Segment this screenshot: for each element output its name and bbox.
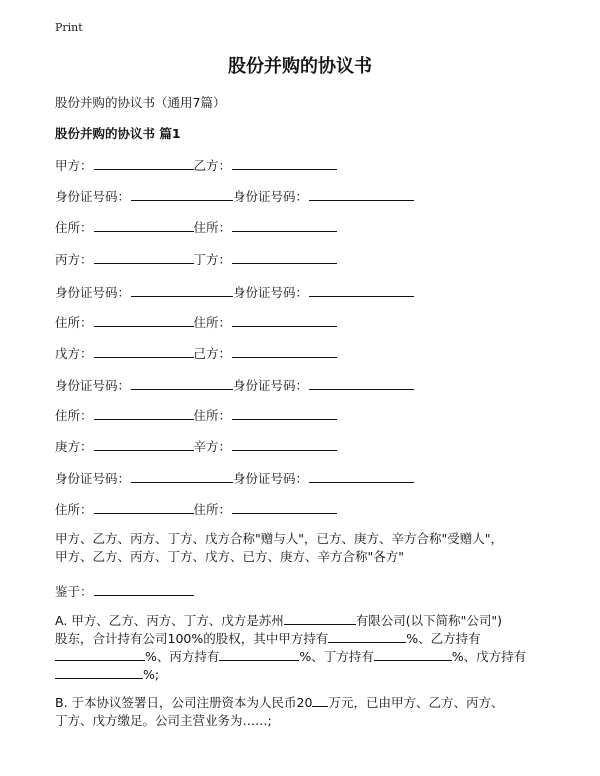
clause-a-text: %、丁方持有: [299, 649, 374, 664]
share-blank: [55, 666, 143, 679]
id-label: 身份证号码：: [233, 285, 309, 300]
address-label: 住所：: [193, 220, 232, 235]
party-f-blank: [232, 345, 337, 358]
clause-a: [55, 612, 555, 684]
clause-b-text: B. 于本协议签署日，公司注册资本为人民币20: [55, 695, 313, 710]
party-row: [55, 187, 414, 207]
document-title: 股份并购的协议书: [228, 56, 372, 77]
print-link[interactable]: Print: [55, 21, 83, 34]
party-row: [55, 437, 337, 457]
address-label: 住所：: [55, 220, 93, 235]
party-row: [55, 313, 337, 333]
address-label: 住所：: [193, 315, 232, 330]
clause-b-line-2: 丁方、戊方缴足。公司主营业务为……;: [55, 713, 272, 728]
clause-a-text: 股东，合计持有公司100%的股权，其中甲方持有: [55, 631, 329, 646]
document-subtitle: 股份并购的协议书（通用7篇）: [55, 95, 226, 110]
whereas-label: 鉴于：: [55, 584, 93, 599]
capital-blank: [312, 694, 328, 707]
id-label: 身份证号码：: [233, 189, 309, 204]
whereas-row: [55, 582, 194, 602]
clause-b: [55, 694, 555, 730]
party-d-blank: [232, 251, 337, 264]
party-row: [55, 283, 414, 303]
address-label: 住所：: [55, 502, 93, 517]
party-a-blank: [94, 157, 194, 170]
party-row: [55, 376, 414, 396]
id-blank: [131, 470, 233, 483]
id-label: 身份证号码：: [233, 378, 309, 393]
share-blank: [374, 648, 452, 661]
id-blank: [309, 188, 414, 201]
clause-a-line-4: [55, 666, 555, 684]
party-row: [55, 156, 337, 176]
naming-paragraph: [55, 530, 555, 566]
company-name-blank: [284, 612, 356, 625]
party-h-label: 辛方：: [193, 439, 232, 454]
id-label: 身份证号码：: [55, 285, 131, 300]
clause-a-text: A. 甲方、乙方、丙方、丁方、戊方是苏州: [55, 613, 284, 628]
share-blank: [55, 648, 145, 661]
party-row: [55, 406, 337, 426]
party-f-label: 己方：: [193, 346, 232, 361]
address-blank: [94, 407, 194, 420]
party-row: [55, 500, 337, 520]
id-blank: [131, 188, 233, 201]
share-blank: [219, 648, 299, 661]
clause-a-line-1: [55, 612, 555, 630]
address-label: 住所：: [55, 315, 93, 330]
section-heading: 股份并购的协议书 篇1: [55, 126, 181, 141]
address-blank: [232, 219, 337, 232]
address-blank: [94, 314, 194, 327]
clause-a-line-2: [55, 630, 555, 648]
clause-b-text: 万元，已由甲方、乙方、丙方、: [328, 695, 504, 710]
party-row: [55, 218, 337, 238]
id-blank: [309, 284, 414, 297]
party-b-blank: [232, 157, 337, 170]
clause-a-text: %、丙方持有: [145, 649, 220, 664]
address-blank: [94, 501, 194, 514]
address-label: 住所：: [193, 408, 232, 423]
whereas-blank: [94, 583, 194, 596]
clause-a-text: %、戊方持有: [451, 649, 527, 664]
clause-a-text: %、乙方持有: [406, 631, 481, 646]
party-c-blank: [94, 251, 194, 264]
party-e-blank: [94, 345, 194, 358]
clause-b-line-1: [55, 694, 555, 712]
clause-a-line-3: [55, 648, 555, 666]
id-label: 身份证号码：: [55, 471, 131, 486]
id-label: 身份证号码：: [55, 378, 131, 393]
party-c-label: 丙方：: [55, 252, 93, 267]
address-blank: [232, 407, 337, 420]
address-blank: [232, 314, 337, 327]
id-blank: [309, 470, 414, 483]
party-row: [55, 250, 337, 270]
party-e-label: 戊方：: [55, 346, 93, 361]
share-blank: [328, 630, 406, 643]
naming-line-1: 甲方、乙方、丙方、丁方、戊方合称"赠与人"，已方、庚方、辛方合称"受赠人"，: [55, 531, 503, 546]
party-h-blank: [232, 438, 337, 451]
party-g-blank: [94, 438, 194, 451]
address-label: 住所：: [55, 408, 93, 423]
party-g-label: 庚方：: [55, 439, 93, 454]
id-blank: [309, 377, 414, 390]
id-blank: [131, 284, 233, 297]
party-d-label: 丁方：: [193, 252, 232, 267]
address-blank: [94, 219, 194, 232]
party-row: [55, 344, 337, 364]
party-row: [55, 469, 414, 489]
clause-a-text: 有限公司(以下简称"公司"): [355, 613, 503, 628]
naming-line-2: 甲方、乙方、丙方、丁方、戊方、已方、庚方、辛方合称"各方": [55, 549, 405, 564]
id-label: 身份证号码：: [55, 189, 131, 204]
address-blank: [232, 501, 337, 514]
party-b-label: 乙方：: [193, 158, 232, 173]
clause-a-text: %;: [143, 667, 160, 682]
party-a-label: 甲方：: [55, 158, 93, 173]
address-label: 住所：: [193, 502, 232, 517]
id-blank: [131, 377, 233, 390]
id-label: 身份证号码：: [233, 471, 309, 486]
